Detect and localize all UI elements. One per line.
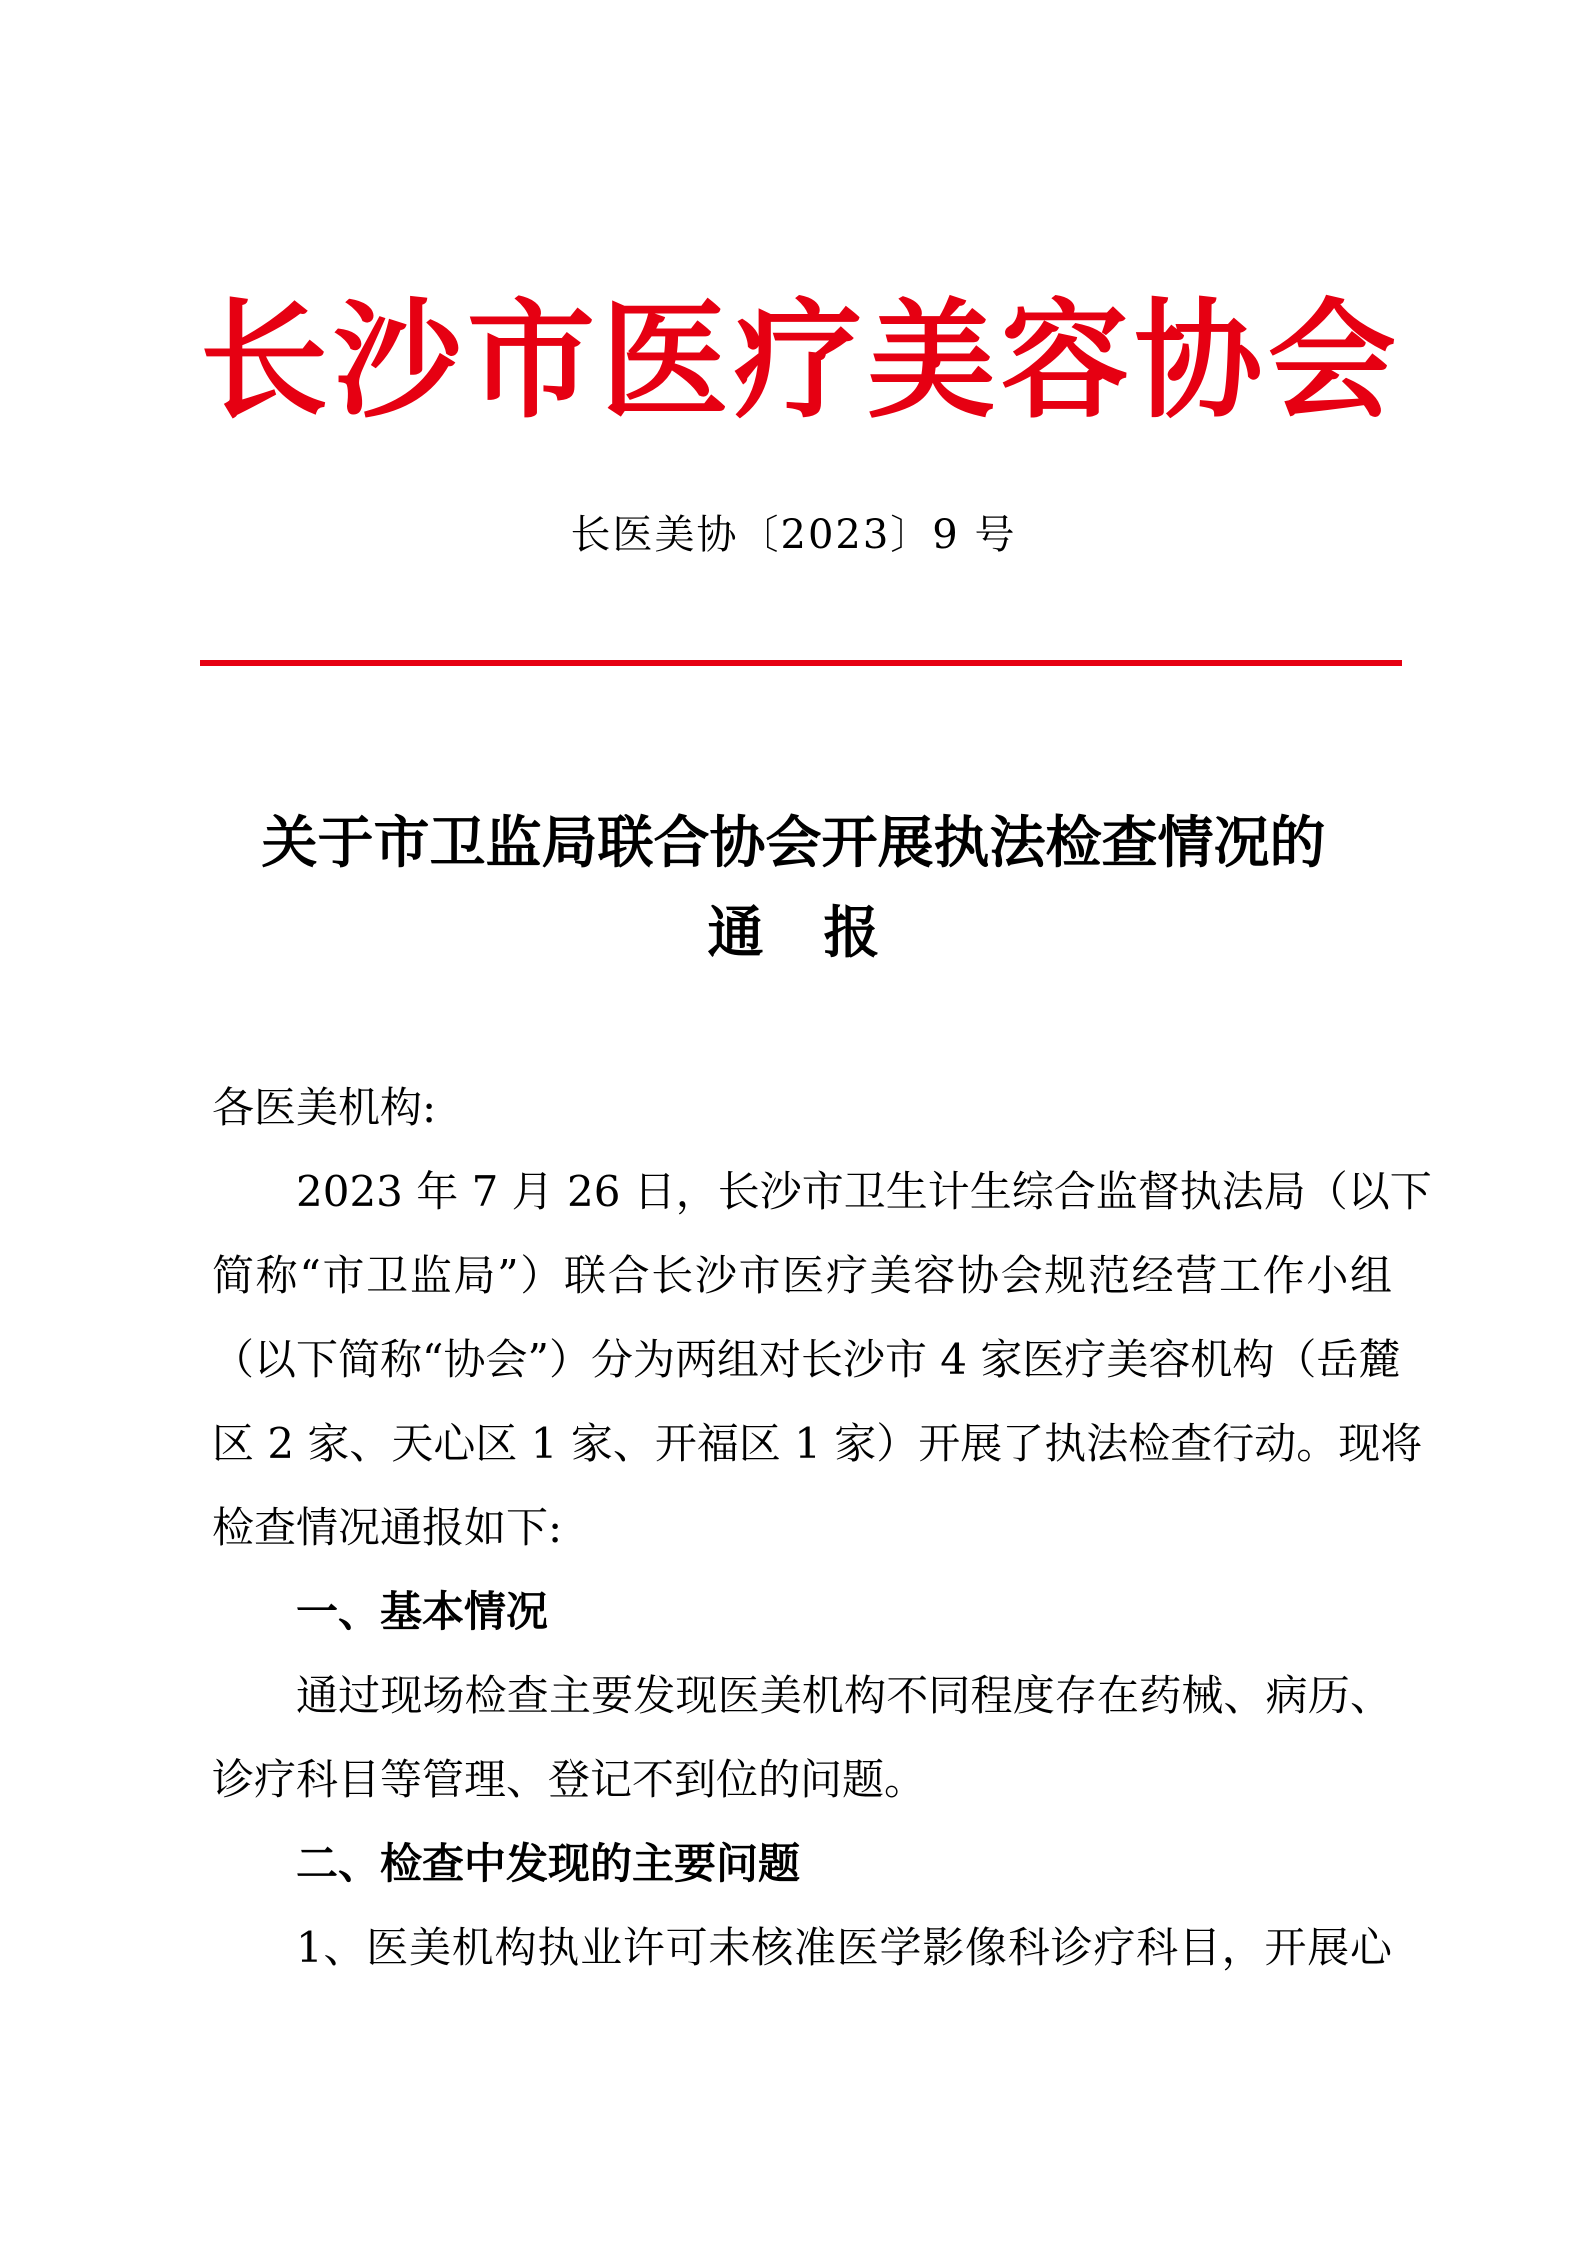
org-name-char: 美 [867,286,996,436]
intro-line: 简称“市卫监局”）联合长沙市医疗美容协会规范经营工作小组 [212,1251,1392,1300]
org-name-char: 沙 [333,286,462,436]
item-1-line: 1、医美机构执业许可未核准医学影像科诊疗科目，开展心 [296,1923,1392,1972]
org-name-char: 长 [200,286,329,436]
intro-line: 2023 年 7 月 26 日，长沙市卫生计生综合监督执法局（以下 [296,1167,1432,1216]
salutation: 各医美机构: [212,1083,437,1132]
org-name-char: 市 [466,286,595,436]
section-heading-basic-situation: 一、基本情况 [296,1587,549,1636]
org-name-char: 会 [1267,286,1396,436]
document-number: 长医美协〔2023〕9 号 [570,512,1017,558]
intro-line: 区 2 家、天心区 1 家、开福区 1 家）开展了执法检查行动。现将 [212,1419,1423,1468]
document-title-line-2: 通报 [707,900,940,966]
organization-name-header [200,286,1396,436]
intro-line: （以下简称“协会”）分为两组对长沙市 4 家医疗美容机构（岳麓 [212,1335,1401,1384]
org-name-char: 容 [1000,286,1129,436]
org-name-char: 医 [600,286,729,436]
org-name-char: 疗 [733,286,862,436]
section1-line: 诊疗科目等管理、登记不到位的问题。 [212,1755,927,1804]
org-name-char: 协 [1134,286,1263,436]
red-divider-line [200,660,1402,666]
document-title-line-1: 关于市卫监局联合协会开展执法检查情况的 [261,810,1326,876]
section1-line: 通过现场检查主要发现医美机构不同程度存在药械、病历、 [296,1671,1392,1720]
intro-line: 检查情况通报如下: [212,1503,563,1552]
section-heading-main-issues: 二、检查中发现的主要问题 [296,1839,801,1888]
